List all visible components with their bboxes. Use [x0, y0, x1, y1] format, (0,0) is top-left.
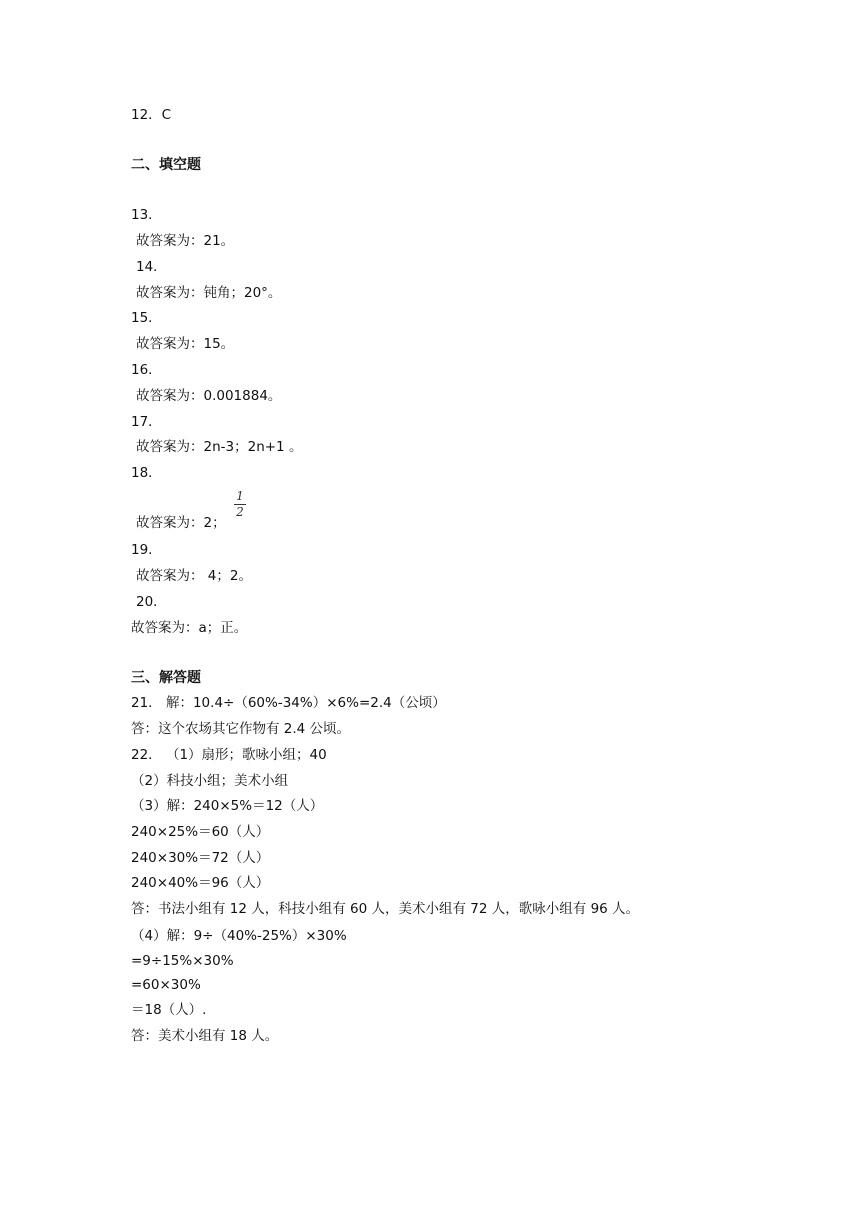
answer-16: 故答案为：0.001884。 — [136, 388, 282, 404]
solution-line: 240×40%＝96（人） — [131, 875, 270, 891]
question-number-15: 15． — [131, 310, 162, 326]
solution-line: =9÷15%×30% — [131, 953, 234, 969]
question-number-18: 18． — [131, 465, 162, 481]
solution-line: 240×25%＝60（人） — [131, 824, 270, 840]
solution-line: 答：这个农场其它作物有 2.4 公顷。 — [131, 721, 351, 737]
section-heading-fill-in: 二、填空题 — [131, 157, 201, 173]
answer-14: 故答案为：钝角；20°。 — [136, 285, 282, 301]
solution-line: （2）科技小组；美术小组 — [131, 773, 289, 789]
question-number-19: 19． — [131, 542, 162, 558]
answer-13: 故答案为：21。 — [136, 233, 235, 249]
solution-line: 答：书法小组有 12 人，科技小组有 60 人，美术小组有 72 人，歌咏小组有 96 人。 — [131, 901, 640, 917]
answer-18: 故答案为：2； — [136, 515, 226, 531]
fraction-18 — [233, 490, 247, 519]
fraction-numerator: 1 — [236, 489, 244, 503]
solution-line: ＝18（人）. — [131, 1002, 207, 1018]
question-number-17: 17． — [131, 414, 162, 430]
answer-20: 故答案为：a；正。 — [131, 620, 248, 636]
answer-17: 故答案为：2n-3；2n+1 。 — [136, 439, 303, 455]
question-number-16: 16． — [131, 362, 162, 378]
question-number-13: 13． — [131, 207, 162, 223]
solution-line: （4）解：9÷（40%-25%）×30% — [131, 928, 347, 944]
solution-line: 答：美术小组有 18 人。 — [131, 1028, 279, 1044]
question-number-14: 14． — [136, 259, 167, 275]
solution-line: 240×30%＝72（人） — [131, 850, 270, 866]
answer-15: 故答案为：15。 — [136, 336, 235, 352]
question-number-20: 20． — [136, 594, 167, 610]
fraction-denominator: 2 — [236, 505, 244, 519]
answer-12: 12．C — [131, 107, 172, 123]
answer-19: 故答案为： 4；2。 — [136, 568, 252, 584]
solution-line: 21． 解：10.4÷（60%-34%）×6%=2.4（公顷） — [131, 695, 446, 711]
section-heading-solutions: 三、解答题 — [131, 670, 201, 686]
solution-line: =60×30% — [131, 977, 201, 993]
solution-line: 22． （1）扇形；歌咏小组；40 — [131, 747, 327, 763]
solution-line: （3）解：240×5%＝12（人） — [131, 798, 324, 814]
